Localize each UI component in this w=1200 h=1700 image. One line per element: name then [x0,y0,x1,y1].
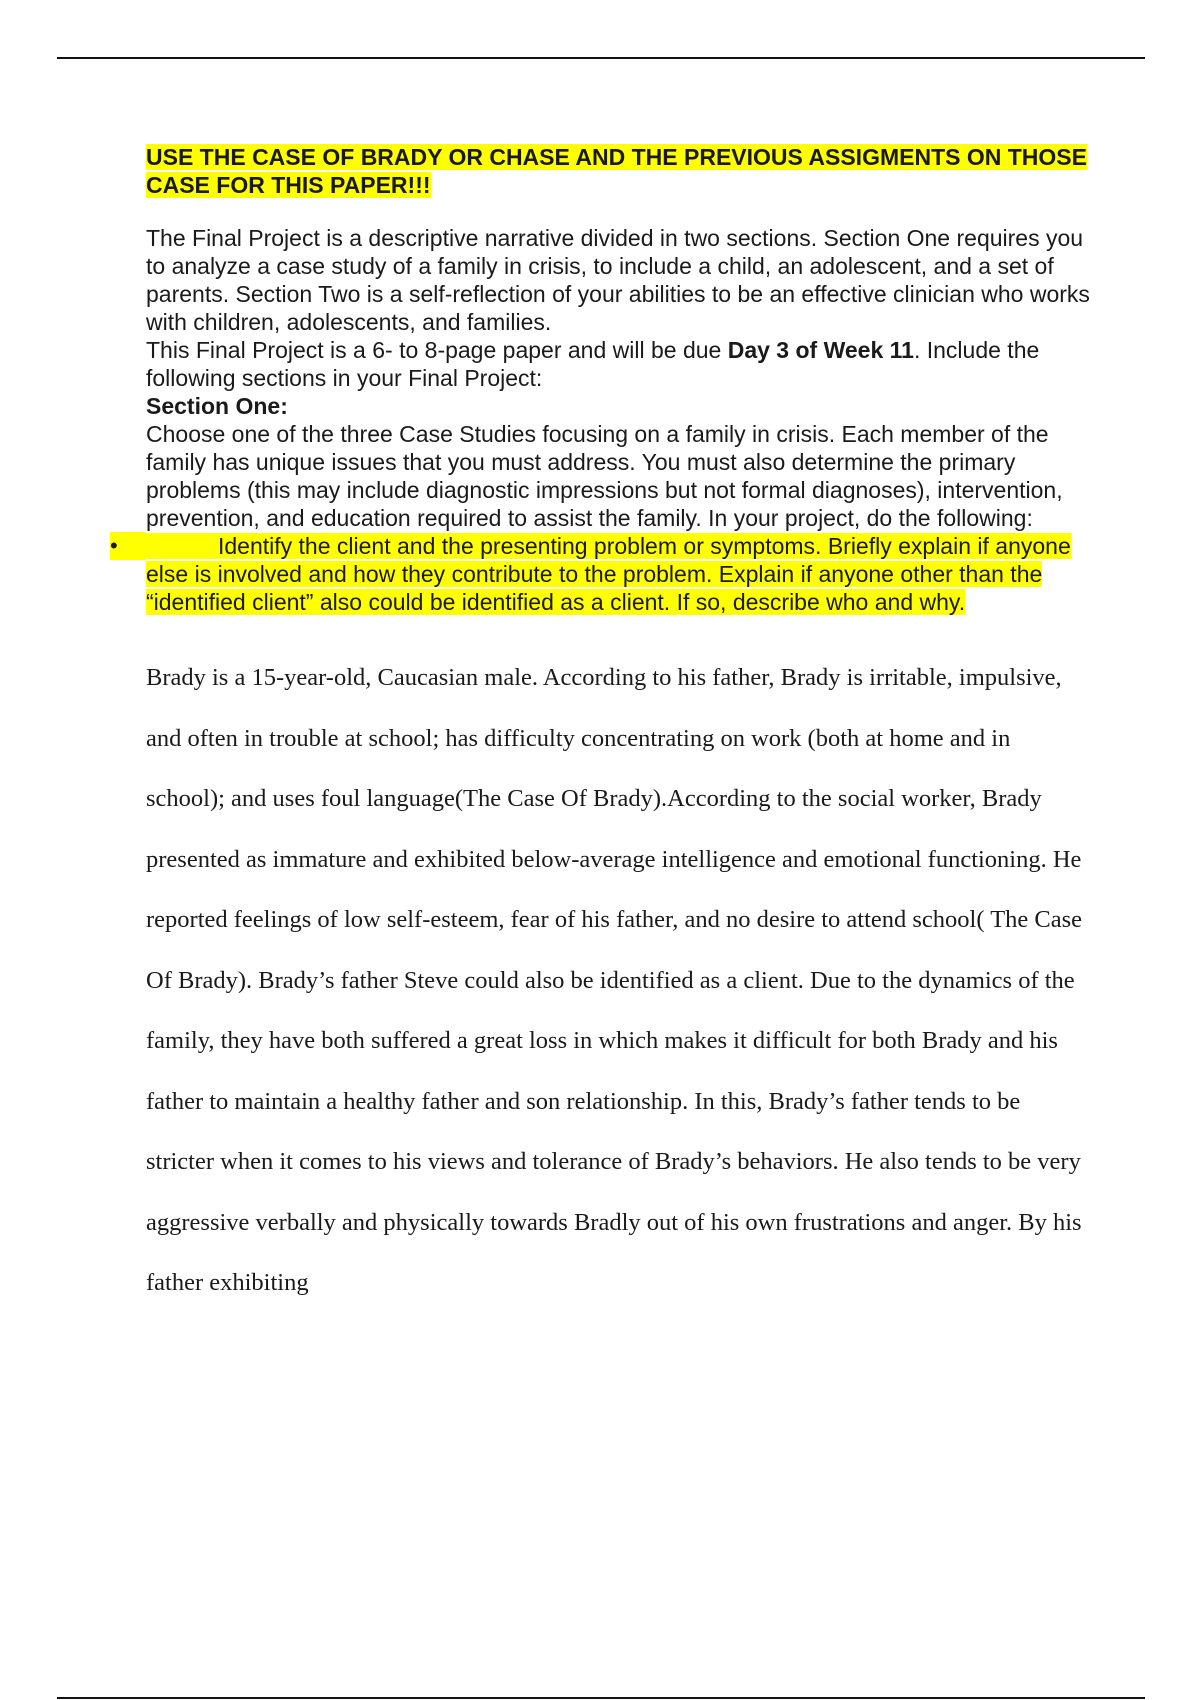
section-one-heading: Section One: [146,393,288,419]
instruction-highlight: USE THE CASE OF BRADY OR CHASE AND THE PREVIOUS ASSIGMENTS ON THOSE CASE FOR THIS PAPER!!! [146,144,1087,198]
intro-paragraph: The Final Project is a descriptive narrative divided in two sections. Section One requires you to analyze a case study of a family in crisis, to include a child, an adolescent, and a set of parents. Section Two is a self-reflection of your abilities to be an effective clinician who works with children, adolescents, and families. [146,225,1090,335]
answer-paragraph: Brady is a 15-year-old, Caucasian male. According to his father, Brady is irritable, impulsive, and often in trouble at school; has difficulty concentrating on work (both at home and in school); and uses foul language(The Case Of Brady).According to the social worker, Brady presented as immature and exhibited below-average intelligence and emotional functioning. He reported feelings of low self-esteem, fear of his father, and no desire to attend school( The Case Of Brady). Brady’s father Steve could also be identified as a client. Due to the dynamics of the family, they have both suffered a great loss in which makes it difficult for both Brady and his father to maintain a healthy father and son relationship. In this, Brady’s father tends to be stricter when it comes to his views and tolerance of Brady’s behaviors. He also tends to be very aggressive verbally and physically towards Bradly out of his own frustrations and anger. By his father exhibiting [146,664,1083,1296]
assignment-instruction [146,143,1092,199]
bullet-icon: • [110,532,146,560]
due-paragraph [146,336,1092,392]
due-text-end: . Include the following sections in your Final Project: [146,337,1040,391]
footer-rule [57,1697,1145,1699]
section-one-description: Choose one of the three Case Studies focusing on a family in crisis. Each member of the family has unique issues that you must address. You must also determine the primary problems (this may include diagnostic impressions but not formal diagnoses), intervention, prevention, and education required to assist the family. In your project, do the following: [146,421,1063,531]
due-text-start: This Final Project is a 6- to 8-page paper and will be due [146,337,728,363]
bullet-text [146,533,1071,615]
bullet-item [110,532,1092,616]
bullet-text-content: Identify the client and the presenting problem or symptoms. Briefly explain if anyone else is involved and how they contribute to the problem. Explain if anyone other than the “identified client” also could be identified as a client. If so, describe who and why. [146,533,1071,615]
header-rule [57,57,1145,59]
due-date: Day 3 of Week 11 [727,337,914,363]
document-body [110,143,1092,1314]
